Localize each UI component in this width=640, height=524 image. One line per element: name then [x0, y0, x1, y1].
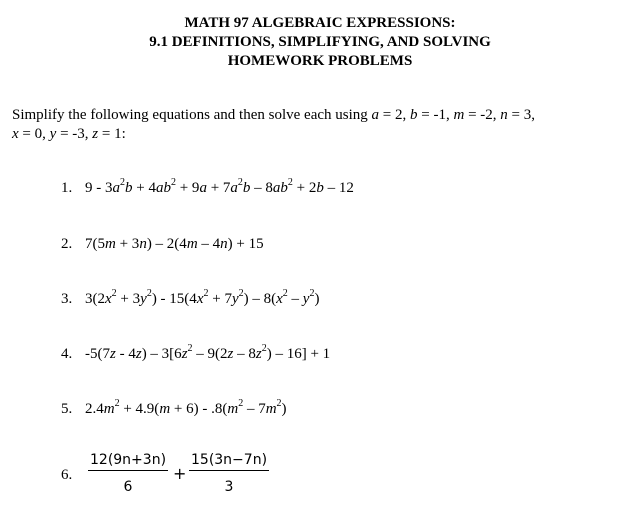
value-a: = 2,	[379, 107, 410, 123]
var-z: z	[92, 126, 99, 142]
problem-number: 3.	[61, 291, 73, 307]
fraction-1-denominator: 6	[123, 479, 133, 495]
fraction-2-numerator: 15(3n−7n)	[189, 452, 269, 471]
fraction-1-numerator: 12(9n+3n)	[88, 452, 168, 471]
instructions-line-1	[12, 106, 632, 125]
var-n: n	[500, 107, 508, 123]
problem-expression: $3(2x^2 + 3y^2) - 15(4x^2 + 7y^2) - 8(x^2 - y^2)$	[85, 288, 320, 307]
problem-5	[61, 400, 287, 419]
fraction-2	[189, 452, 269, 495]
problem-expression: $-5(7z - 4z) - 3[6z^2 - 9(2z - 8z^2) - 16] + 1$	[85, 343, 331, 362]
var-x: x	[12, 126, 19, 142]
problem-number: 5.	[61, 401, 73, 417]
var-a: a	[371, 107, 380, 123]
value-z: = 1:	[98, 126, 126, 142]
title-line-3: HOMEWORK PROBLEMS	[227, 53, 413, 69]
instructions-intro: Simplify the following equations and then solve each using	[12, 107, 372, 123]
instructions-line-2	[12, 125, 632, 144]
value-b: = -1,	[417, 107, 454, 123]
var-b: b	[410, 107, 418, 123]
problem-2	[61, 235, 264, 254]
plus-operator: +	[173, 464, 187, 483]
value-m: = -2,	[464, 107, 501, 123]
problem-expression: 7(5m + 3n) – 2(4m – 4n) + 15	[85, 236, 264, 252]
problem-number: 2.	[61, 236, 73, 252]
title-line-1: MATH 97 ALGEBRAIC EXPRESSIONS:	[184, 15, 456, 31]
value-x: = 0,	[18, 126, 50, 142]
var-m: m	[453, 107, 465, 123]
fraction-2-denominator: 3	[224, 479, 234, 495]
problem-1	[61, 179, 354, 198]
value-n: = 3,	[507, 107, 535, 123]
problem-4	[61, 345, 330, 364]
value-y: = -3,	[56, 126, 93, 142]
fraction-1	[88, 452, 168, 495]
problem-number: 4.	[61, 346, 73, 362]
instructions	[12, 106, 632, 144]
problem-expression: $9 - 3a^2b + 4ab^2 + 9a + 7a^2b - 8ab^2 + 2b - 12$	[85, 177, 354, 196]
document-header	[0, 14, 640, 71]
problem-number: 6.	[61, 467, 73, 483]
problem-number: 1.	[61, 180, 73, 196]
title-line-2: 9.1 DEFINITIONS, SIMPLIFYING, AND SOLVING	[149, 34, 491, 50]
problem-expression: $2.4m^2 + 4.9(m + 6) - .8(m^2 - 7m^2)$	[85, 398, 287, 417]
problem-3	[61, 290, 319, 309]
var-y: y	[49, 126, 57, 142]
